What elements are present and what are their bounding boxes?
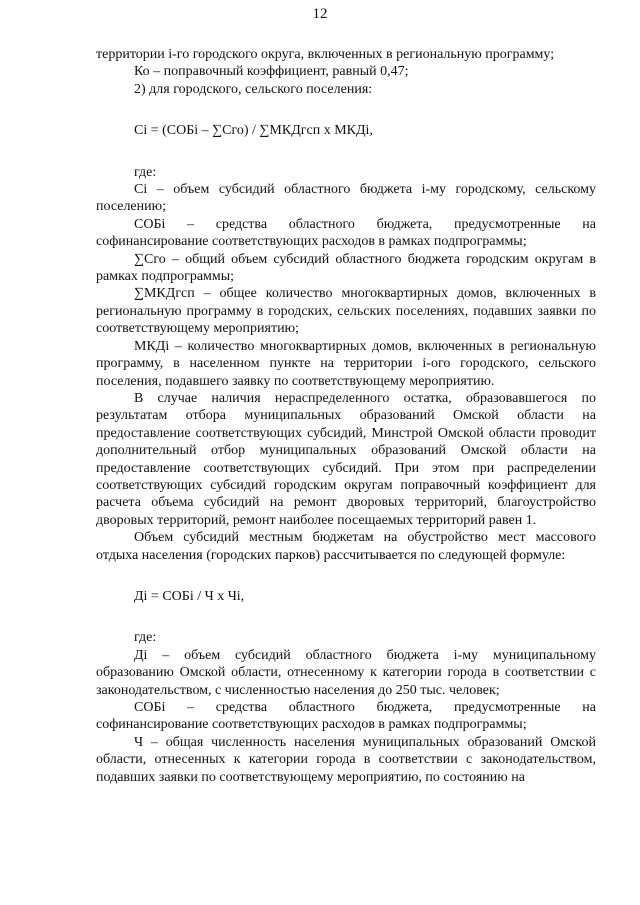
label-where-1: где: — [134, 164, 157, 180]
paragraph-parks-subsidy: Объем субсидий местным бюджетам на обустройство мест массового отдыха населения (городских парков) рассчитывается по следующей формуле: — [96, 530, 596, 563]
formula-ci: Сi = (СОБi – ∑Сго) / ∑МКДгсп х МКДi, — [134, 123, 373, 139]
definition-sum-cgo: ∑Сго – общий объем субсидий областного бюджета городским округам в рамках подпрограммы; — [96, 251, 596, 285]
definition-ch: Ч – общая численность населения муниципальных образований Омской области, отнесенных к категории города в соответствии с законодательством, подавших заявки по соответствующему мероприятию, по состоянию на — [96, 734, 596, 785]
paragraph-item-2: 2) для городского, сельского поселения: — [134, 81, 373, 97]
definition-sobi-2: СОБi – средства областного бюджета, предусмотренные на софинансирование соответствующих расходов в рамках подпрограммы; — [96, 700, 596, 733]
definition-sum-mkd: ∑МКДгсп – общее количество многоквартирных домов, включенных в региональную программу в городских, сельских поселениях, подавших заявки по соответствующему мероприятию; — [96, 286, 596, 337]
definition-sobi-1: СОБi – средства областного бюджета, предусмотренные на софинансирование соответствующих расходов в рамках подпрограммы; — [96, 216, 596, 250]
document-body — [96, 46, 596, 786]
formula-di: Дi = СОБi / Ч х Чi, — [134, 588, 245, 604]
paragraph-ko-definition: Ко – поправочный коэффициент, равный 0,47; — [134, 64, 409, 80]
definition-di: Дi – объем субсидий областного бюджета i-му муниципальному образованию Омской области, отнесенному к категории города в соответствии с законодательством, с численностью населения до 250 тыс. человек; — [96, 647, 596, 698]
label-where-2: где: — [134, 630, 157, 646]
paragraph-continuation: территории i-го городского округа, включенных в региональную программу; — [96, 47, 555, 62]
page-number: 12 — [312, 6, 328, 22]
definition-mkdi: МКДi – количество многоквартирных домов, включенных в региональную программу, в населенном пункте на территории i-ого городского, сельского поселения, подавшего заявку по соответствующему мероприятию. — [96, 338, 596, 389]
paragraph-remaining-funds: В случае наличия нераспределенного остатка, образовавшегося по результатам отбора муниципальных образований Омской области на предоставление соответствующих субсидий, Минстрой Омской области проводит дополнительный отбор муниципальных образований Омской области на предоставление соответствующих субсидий. При этом при распределении соответствующих субсидий городским округам поправочный коэффициент для расчета объема субсидий на ремонт дворовых территорий, благоустройство дворовых территорий, ремонт наиболее посещаемых территорий равен 1. — [96, 390, 596, 528]
definition-ci: Сi – объем субсидий областного бюджета i-му городскому, сельскому поселению; — [96, 182, 596, 215]
